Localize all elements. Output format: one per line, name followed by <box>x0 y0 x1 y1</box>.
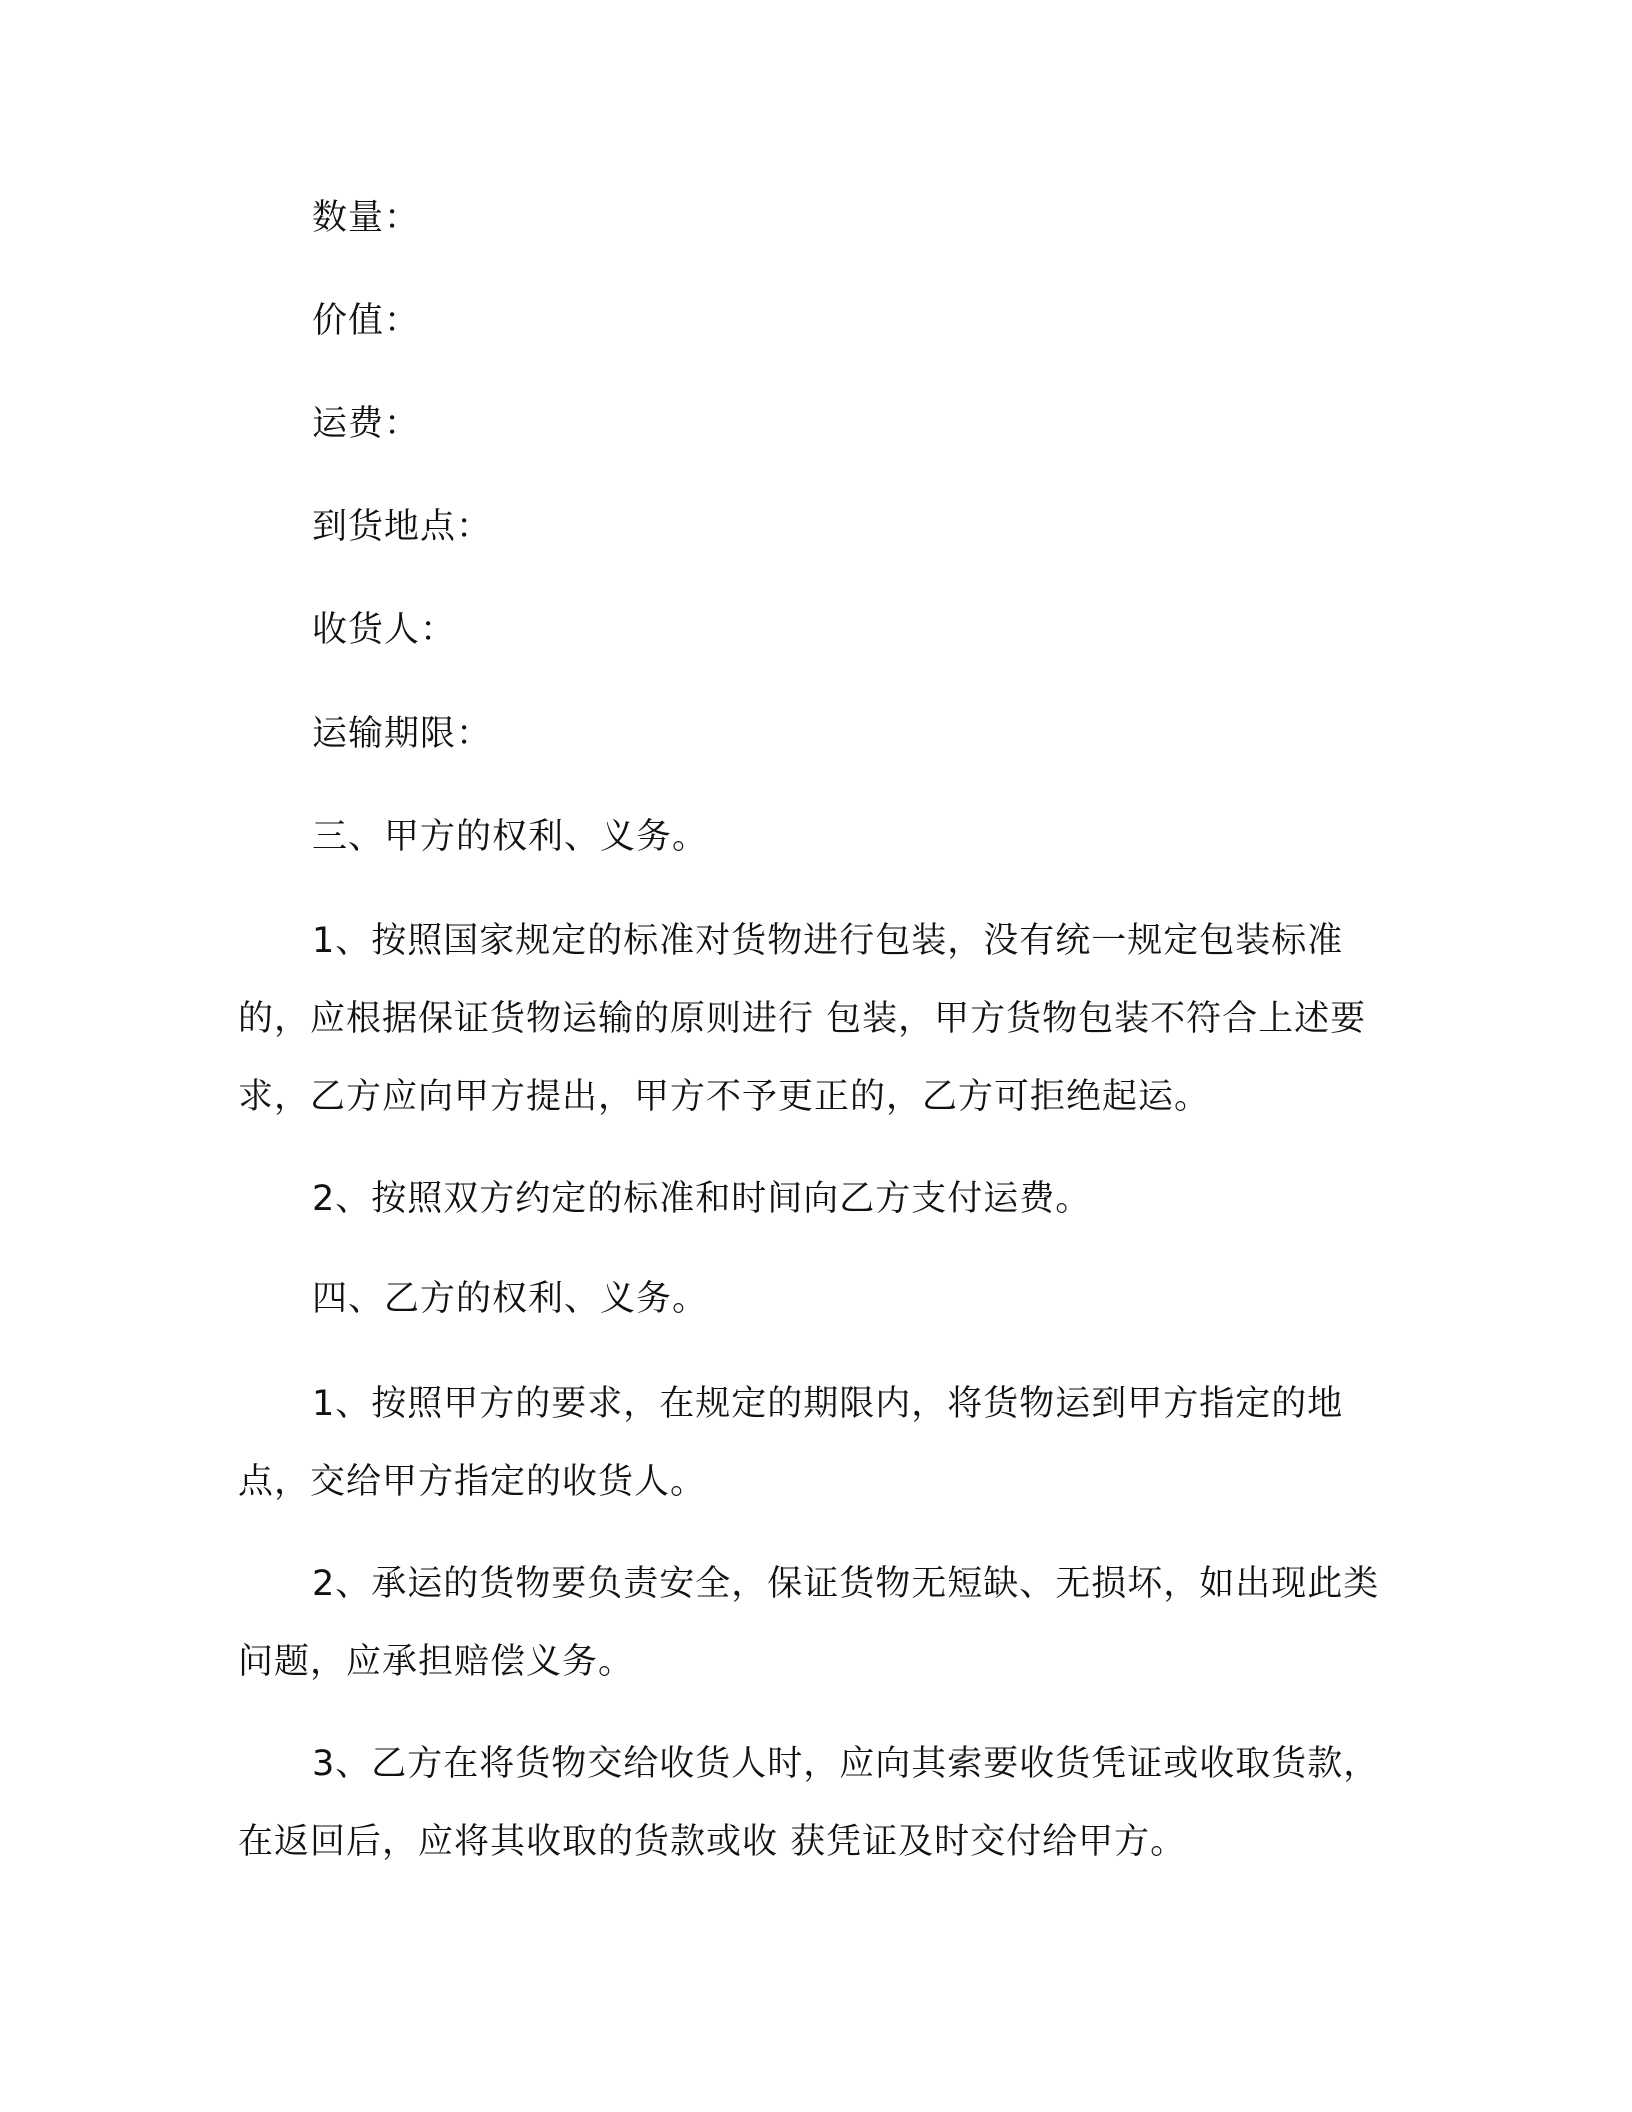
section-4-item-1: 1、按照甲方的要求，在规定的期限内，将货物运到甲方指定的地点，交给甲方指定的收货人。 <box>238 1384 1344 1502</box>
section-3-item-2: 2、按照双方约定的标准和时间向乙方支付运费。 <box>312 1179 1092 1219</box>
quantity-field: 数量： <box>312 198 421 238</box>
destination-field: 到货地点： <box>312 507 493 547</box>
transport-period-field: 运输期限： <box>312 714 493 754</box>
value-field: 价值： <box>312 301 421 341</box>
section-4-item-2: 2、承运的货物要负责安全，保证货物无短缺、无损坏，如出现此类问题，应承担赔偿义务。 <box>238 1564 1380 1682</box>
section-3-heading: 三、甲方的权利、义务。 <box>312 817 709 857</box>
section-4-item-3: 3、乙方在将货物交给收货人时，应向其索要收货凭证或收取货款，在返回后，应将其收取的货款或收 获凭证及时交付给甲方。 <box>238 1744 1380 1862</box>
section-3-item-1: 1、按照国家规定的标准对货物进行包装，没有统一规定包装标准的，应根据保证货物运输的原则进行 包装，甲方货物包装不符合上述要求，乙方应向甲方提出，甲方不予更正的，乙方可拒绝起运。 <box>238 921 1367 1117</box>
section-4-heading: 四、乙方的权利、义务。 <box>312 1279 709 1319</box>
freight-field: 运费： <box>312 404 421 444</box>
consignee-field: 收货人： <box>312 610 457 650</box>
